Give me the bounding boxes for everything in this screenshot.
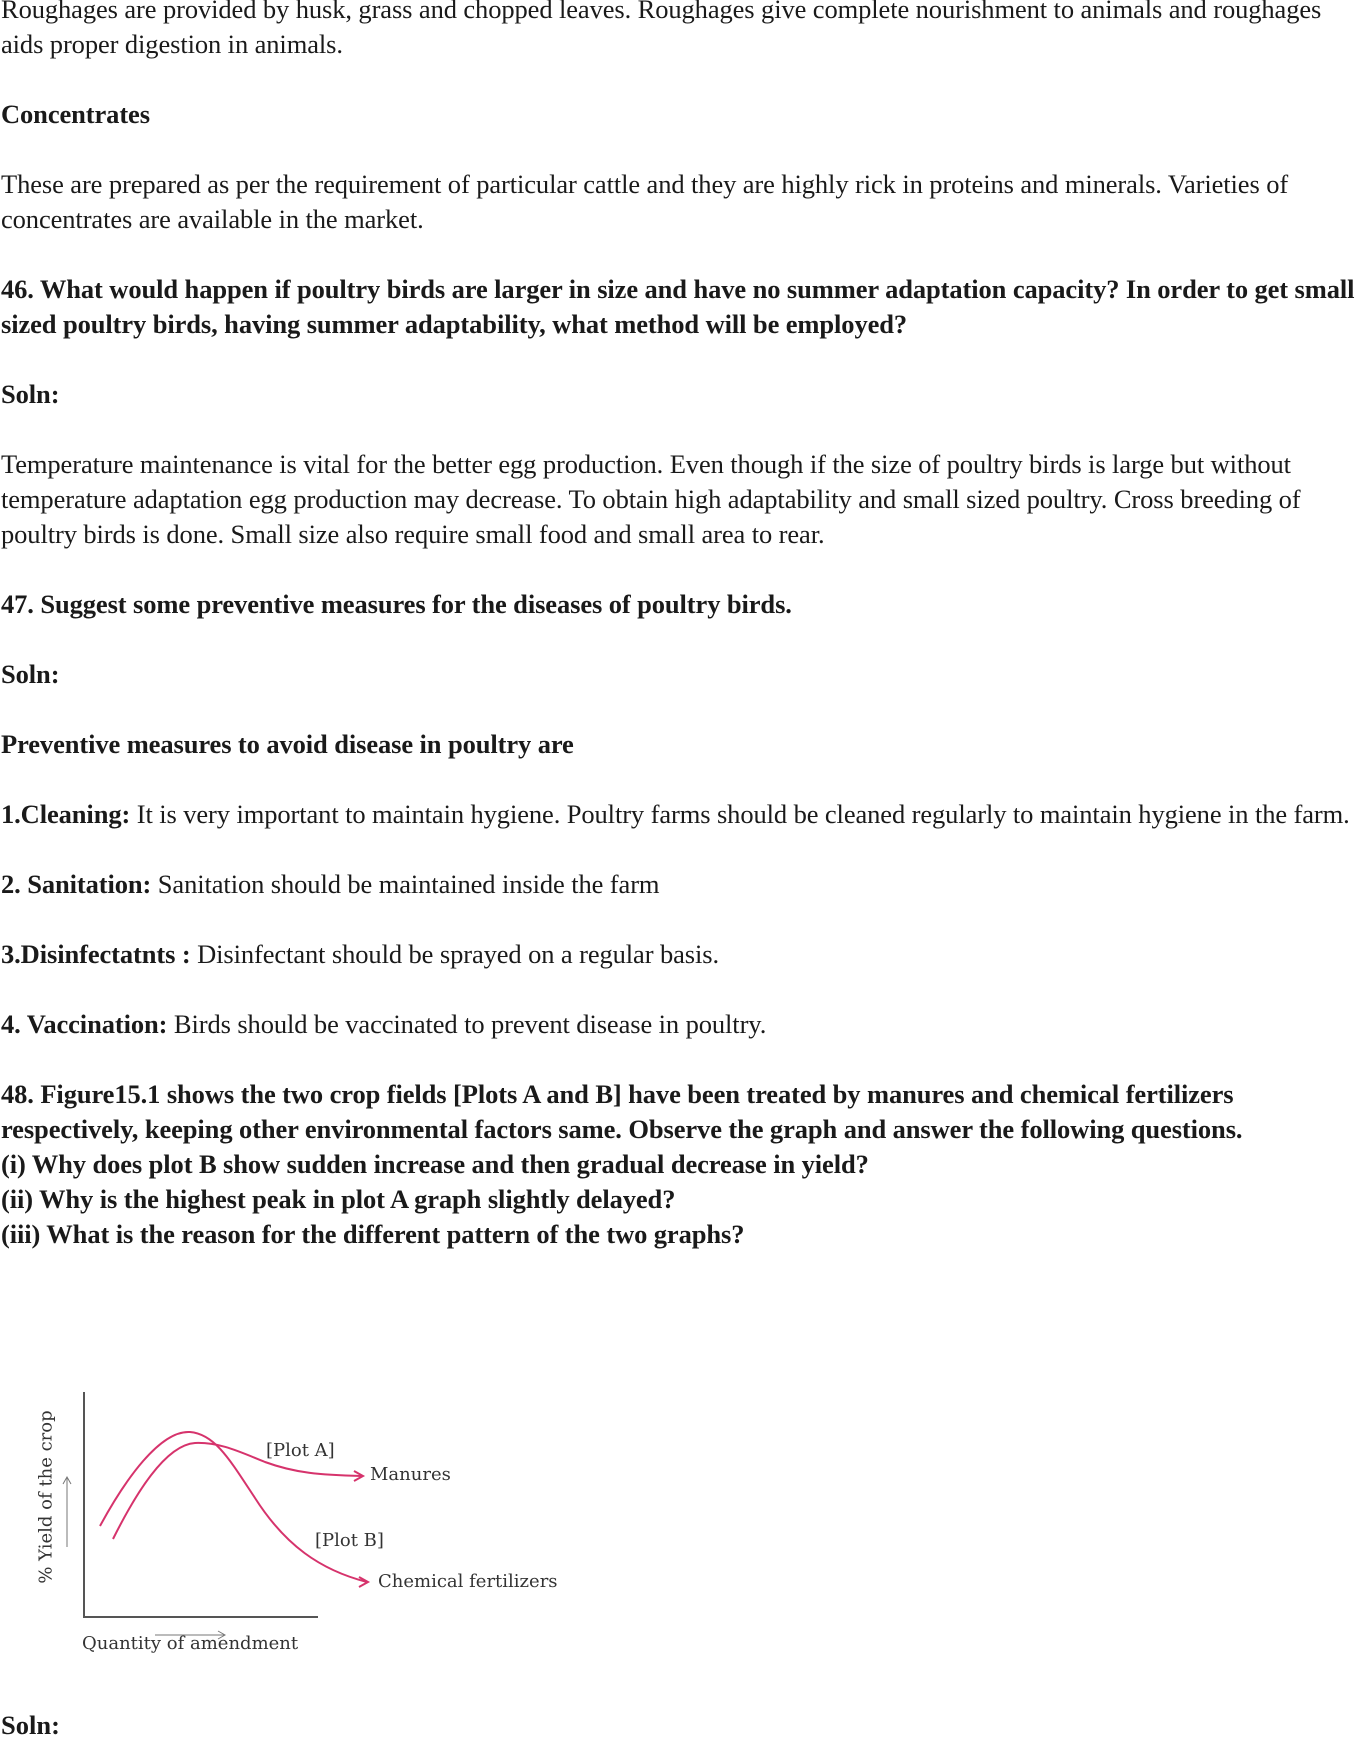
question-48-part-ii: (ii) Why is the highest peak in plot A graph slightly delayed?: [1, 1184, 676, 1214]
y-axis-label: % Yield of the crop: [35, 1410, 57, 1584]
question-48-part-i: (i) Why does plot B show sudden increase and then gradual decrease in yield?: [1, 1149, 869, 1179]
question-48: 48. Figure15.1 shows the two crop fields [Plots A and B] have been treated by manures and chemical fertilizers respectively, keeping other environmental factors same. Observe the graph and answer the following questions.: [1, 1079, 1243, 1144]
yield-graph-figure: [0, 1380, 620, 1670]
measure-label: 2. Sanitation:: [1, 869, 152, 899]
plot-b-label: [Plot B]: [315, 1530, 384, 1551]
measure-text: Birds should be vaccinated to prevent disease in poultry.: [167, 1009, 767, 1039]
manures-label: Manures: [370, 1464, 451, 1485]
plot-a-label: [Plot A]: [266, 1440, 335, 1461]
q47-soln-label: Soln:: [1, 659, 60, 689]
measure-text: It is very important to maintain hygiene. Poultry farms should be cleaned regularly to maintain hygiene in the farm.: [130, 799, 1350, 829]
measure-label: 4. Vaccination:: [1, 1009, 168, 1039]
chemical-fertilizers-label: Chemical fertilizers: [378, 1571, 558, 1592]
question-48-part-iii: (iii) What is the reason for the different pattern of the two graphs?: [1, 1219, 745, 1249]
yield-graph: [0, 1380, 620, 1670]
measure-text: Disinfectant should be sprayed on a regular basis.: [190, 939, 719, 969]
measure-label: 3.Disinfectatnts :: [1, 939, 191, 969]
measure-text: Sanitation should be maintained inside the farm: [151, 869, 660, 899]
measure-sanitation: [0, 867, 1355, 902]
q48-soln-label: Soln:: [1, 1710, 60, 1740]
question-47: 47. Suggest some preventive measures for the diseases of poultry birds.: [1, 589, 792, 619]
x-axis-label: Quantity of amendment: [82, 1633, 299, 1654]
measure-cleaning: [0, 797, 1355, 832]
measure-vaccination: [0, 1007, 1355, 1042]
q47-intro: Preventive measures to avoid disease in poultry are: [1, 729, 574, 759]
measure-disinfectants: [0, 937, 1355, 972]
concentrates-heading: Concentrates: [1, 99, 150, 129]
q46-soln-label: Soln:: [1, 379, 60, 409]
concentrates-paragraph: These are prepared as per the requirement of particular cattle and they are highly rick in proteins and minerals. Varieties of concentrates are available in the market.: [1, 169, 1289, 234]
measure-label: 1.Cleaning:: [1, 799, 131, 829]
question-46: 46. What would happen if poultry birds are larger in size and have no summer adaptation capacity? In order to get small sized poultry birds, having summer adaptability, what method will be employed?: [1, 274, 1355, 339]
q46-answer: Temperature maintenance is vital for the better egg production. Even though if the size of poultry birds is large but without temperature adaptation egg production may decrease. To obtain high adaptability and small sized poultry. Cross breeding of poultry birds is done. Small size also require small food and small area to rear.: [1, 449, 1301, 549]
roughages-paragraph: Roughages are provided by husk, grass and chopped leaves. Roughages give complete nourishment to animals and roughages aids proper digestion in animals.: [1, 0, 1322, 59]
